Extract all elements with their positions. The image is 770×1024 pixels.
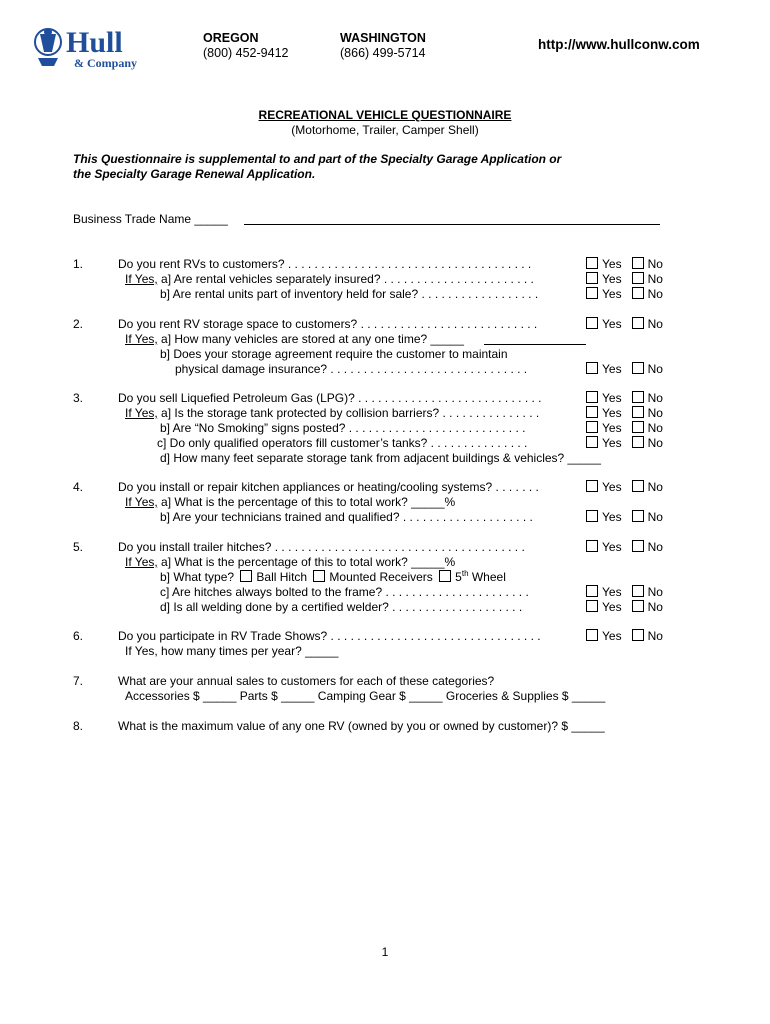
q5-text: Do you install trailer hitches? . . . . . . . . . . . . . . . . . . . . . . . . . . . . . . . . . . . . . . [118, 540, 525, 554]
q6-yes-no [586, 629, 663, 643]
if-yes-label: If Yes, [125, 272, 158, 286]
yes-label: Yes [602, 421, 622, 435]
business-trade-name-label: Business Trade Name _____ [73, 212, 228, 226]
q5-a [125, 555, 455, 569]
q3a-yes-no [586, 406, 663, 420]
ball-hitch-checkbox[interactable] [240, 570, 252, 582]
yes-label: Yes [602, 436, 622, 450]
oregon-label: OREGON [203, 31, 259, 45]
q5-a-text: a] What is the percentage of this to total work? _____% [157, 555, 456, 569]
q1-a [125, 272, 534, 286]
q5d-yes-no [586, 600, 663, 614]
q6-yes-checkbox[interactable] [586, 629, 598, 641]
q2b-yes-no [586, 362, 663, 376]
q1a-yes-no [586, 272, 663, 286]
q3-text: Do you sell Liquefied Petroleum Gas (LPG)? . . . . . . . . . . . . . . . . . . . . . . . . . . . . [118, 391, 542, 405]
no-label: No [647, 272, 663, 286]
oregon-phone: (800) 452-9412 [203, 46, 289, 60]
yes-label: Yes [602, 362, 622, 376]
q2b-yes-checkbox[interactable] [586, 362, 598, 374]
q4-yes-no [586, 480, 663, 494]
no-label: No [647, 421, 663, 435]
no-label: No [647, 585, 663, 599]
intro-line-1: This Questionnaire is supplemental to and part of the Specialty Garage Application or [73, 152, 562, 166]
q4-text: Do you install or repair kitchen appliances or heating/cooling systems? . . . . . . . [118, 480, 539, 494]
yes-label: Yes [602, 540, 622, 554]
q8-text: What is the maximum value of any one RV (owned by you or owned by customer)? $ _____ [118, 719, 605, 733]
q6-no-checkbox[interactable] [632, 629, 644, 641]
q2b-no-checkbox[interactable] [632, 362, 644, 374]
q1b-yes-no [586, 287, 663, 301]
q3-a [125, 406, 539, 420]
fifth-wheel-label: Wheel [468, 570, 506, 584]
mounted-receivers-checkbox[interactable] [313, 570, 325, 582]
q7-text: What are your annual sales to customers for each of these categories? [118, 674, 495, 688]
yes-label: Yes [602, 317, 622, 331]
business-trade-name-field[interactable] [244, 224, 660, 225]
yes-label: Yes [602, 480, 622, 494]
svg-text:Hull: Hull [66, 26, 123, 59]
q3-yes-no [586, 391, 663, 405]
q5-c: c] Are hitches always bolted to the frame? . . . . . . . . . . . . . . . . . . . . . . [160, 585, 529, 599]
no-label: No [647, 391, 663, 405]
intro-line-2: the Specialty Garage Renewal Application. [73, 167, 316, 181]
q5d-no-checkbox[interactable] [632, 600, 644, 612]
q2-text: Do you rent RV storage space to customers? . . . . . . . . . . . . . . . . . . . . . . . . . . . [118, 317, 538, 331]
no-label: No [647, 257, 663, 271]
hull-company-logo [34, 22, 160, 70]
q2-b1: b] Does your storage agreement require the customer to maintain [160, 347, 508, 361]
q4b-yes-checkbox[interactable] [586, 510, 598, 522]
q5c-yes-no [586, 585, 663, 599]
q1-a-text: a] Are rental vehicles separately insured? . . . . . . . . . . . . . . . . . . . . . . . [157, 272, 534, 286]
washington-phone: (866) 499-5714 [340, 46, 426, 60]
q5-b [160, 570, 506, 584]
no-label: No [647, 287, 663, 301]
q3a-no-checkbox[interactable] [632, 406, 644, 418]
mounted-receivers-label: Mounted Receivers [329, 570, 433, 584]
q1-b: b] Are rental units part of inventory held for sale? . . . . . . . . . . . . . . . . . . [160, 287, 539, 301]
yes-label: Yes [602, 600, 622, 614]
no-label: No [647, 317, 663, 331]
no-label: No [647, 406, 663, 420]
q4-no-checkbox[interactable] [632, 480, 644, 492]
q3-c: c] Do only qualified operators fill customer’s tanks? . . . . . . . . . . . . . . . [157, 436, 528, 450]
q1-text: Do you rent RVs to customers? . . . . . . . . . . . . . . . . . . . . . . . . . . . . . . . . . . . . . [118, 257, 532, 271]
q3c-yes-checkbox[interactable] [586, 436, 598, 448]
ball-hitch-label: Ball Hitch [256, 570, 308, 584]
yes-label: Yes [602, 406, 622, 420]
q5-no-checkbox[interactable] [632, 540, 644, 552]
q1b-yes-checkbox[interactable] [586, 287, 598, 299]
q3c-no-checkbox[interactable] [632, 436, 644, 448]
q1-yes-no [586, 257, 663, 271]
if-yes-label: If Yes, [125, 332, 158, 346]
q8-number: 8. [73, 719, 84, 733]
q5-b-prefix: b] What type? [160, 570, 235, 584]
q5c-yes-checkbox[interactable] [586, 585, 598, 597]
q5-yes-no [586, 540, 663, 554]
if-yes-label: If Yes, [125, 406, 158, 420]
q6-number: 6. [73, 629, 84, 643]
q1-yes-checkbox[interactable] [586, 257, 598, 269]
no-label: No [647, 540, 663, 554]
q5-number: 5. [73, 540, 84, 554]
q2-number: 2. [73, 317, 84, 331]
q5d-yes-checkbox[interactable] [586, 600, 598, 612]
q4b-yes-no [586, 510, 663, 524]
page-subtitle: (Motorhome, Trailer, Camper Shell) [291, 123, 479, 137]
q2-a [125, 332, 464, 346]
q5c-no-checkbox[interactable] [632, 585, 644, 597]
page-title: RECREATIONAL VEHICLE QUESTIONNAIRE [258, 108, 512, 122]
yes-label: Yes [602, 272, 622, 286]
no-label: No [647, 436, 663, 450]
q7-sub: Accessories $ _____ Parts $ _____ Camping Gear $ _____ Groceries & Supplies $ _____ [125, 689, 606, 703]
fifth-wheel-sup: th [461, 569, 469, 578]
q2-a-text: a] How many vehicles are stored at any one time? _____ [157, 332, 464, 346]
q2-yes-checkbox[interactable] [586, 317, 598, 329]
q1-no-checkbox[interactable] [632, 257, 644, 269]
no-label: No [647, 600, 663, 614]
q3-no-checkbox[interactable] [632, 391, 644, 403]
no-label: No [647, 629, 663, 643]
q3-b: b] Are “No Smoking” signs posted? . . . . . . . . . . . . . . . . . . . . . . . . . . . [160, 421, 526, 435]
q2-a-field[interactable] [484, 344, 586, 345]
q3c-yes-no [586, 436, 663, 450]
q2-no-checkbox[interactable] [632, 317, 644, 329]
q3b-yes-no [586, 421, 663, 435]
yes-label: Yes [602, 629, 622, 643]
yes-label: Yes [602, 287, 622, 301]
q4-yes-checkbox[interactable] [586, 480, 598, 492]
yes-label: Yes [602, 510, 622, 524]
no-label: No [647, 510, 663, 524]
q4b-no-checkbox[interactable] [632, 510, 644, 522]
q1a-yes-checkbox[interactable] [586, 272, 598, 284]
q6-sub: If Yes, how many times per year? _____ [125, 644, 339, 658]
yes-label: Yes [602, 391, 622, 405]
q3b-yes-checkbox[interactable] [586, 421, 598, 433]
q4-number: 4. [73, 480, 84, 494]
q1b-no-checkbox[interactable] [632, 287, 644, 299]
yes-label: Yes [602, 257, 622, 271]
no-label: No [647, 362, 663, 376]
if-yes-label: If Yes, [125, 555, 158, 569]
q2-b2: physical damage insurance? . . . . . . . . . . . . . . . . . . . . . . . . . . . . . . [175, 362, 528, 376]
website-url[interactable]: http://www.hullconw.com [538, 37, 700, 52]
q4-b: b] Are your technicians trained and qualified? . . . . . . . . . . . . . . . . . . . . [160, 510, 533, 524]
lighthouse-logo-icon [34, 22, 160, 70]
svg-text:& Company: & Company [74, 56, 138, 70]
q2-yes-no [586, 317, 663, 331]
q3-a-text: a] Is the storage tank protected by collision barriers? . . . . . . . . . . . . . . . [157, 406, 540, 420]
page-number: 1 [381, 945, 389, 959]
fifth-wheel-number: 5 [455, 570, 462, 584]
q3-yes-checkbox[interactable] [586, 391, 598, 403]
q7-number: 7. [73, 674, 84, 688]
if-yes-label: If Yes, [125, 495, 158, 509]
fifth-wheel-checkbox[interactable] [439, 570, 451, 582]
q3-d: d] How many feet separate storage tank from adjacent buildings & vehicles? _____ [160, 451, 601, 465]
q4-a [125, 495, 455, 509]
no-label: No [647, 480, 663, 494]
q5-d: d] Is all welding done by a certified welder? . . . . . . . . . . . . . . . . . . . . [160, 600, 523, 614]
yes-label: Yes [602, 585, 622, 599]
q3a-yes-checkbox[interactable] [586, 406, 598, 418]
q4-a-text: a] What is the percentage of this to total work? _____% [157, 495, 456, 509]
q1a-no-checkbox[interactable] [632, 272, 644, 284]
q5-yes-checkbox[interactable] [586, 540, 598, 552]
q6-text: Do you participate in RV Trade Shows? . . . . . . . . . . . . . . . . . . . . . . . . . . . . . . . . [118, 629, 541, 643]
q3-number: 3. [73, 391, 84, 405]
q3b-no-checkbox[interactable] [632, 421, 644, 433]
washington-label: WASHINGTON [340, 31, 426, 45]
q1-number: 1. [73, 257, 84, 271]
